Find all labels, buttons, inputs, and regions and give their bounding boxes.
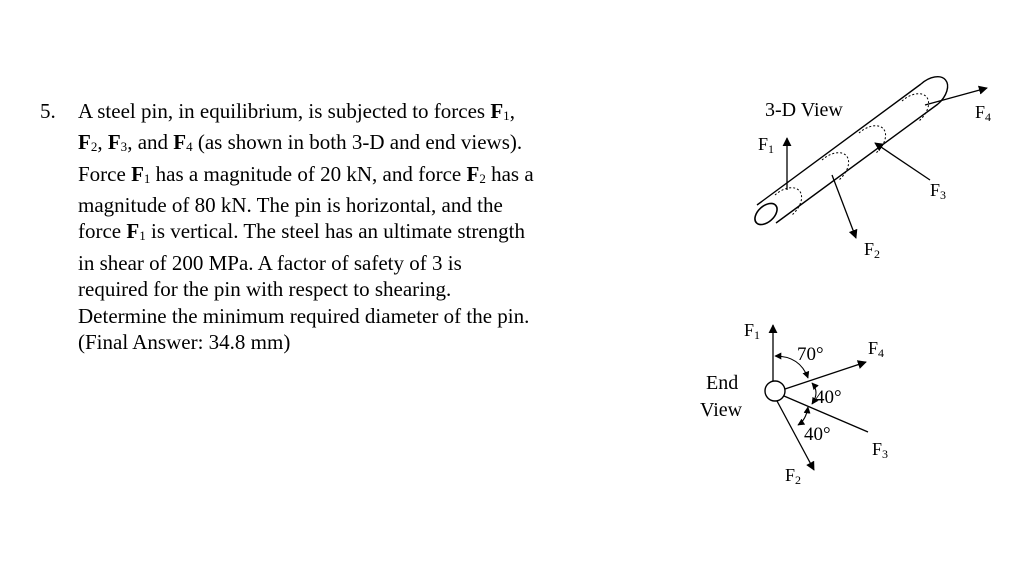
end-view bbox=[700, 320, 888, 487]
angle-arc-40-lower bbox=[798, 407, 808, 425]
pin-end-circle bbox=[765, 381, 785, 401]
f4-label-end: F4 bbox=[868, 338, 885, 360]
problem-line: Force $F_1$ has a magnitude of 20 kN, and force $F_2$ has a bbox=[78, 161, 534, 186]
f2-label-end: F2 bbox=[785, 465, 802, 487]
angle-label-70: 70° bbox=[797, 344, 824, 365]
f2-arrow-3d bbox=[832, 175, 856, 238]
end-view-title-line1: End bbox=[706, 372, 739, 394]
problem-number: 5. bbox=[40, 99, 56, 123]
problem-line: A steel pin, in equilibrium, is subjected to forces $F_1$, bbox=[78, 99, 515, 123]
f3-label-end: F3 bbox=[872, 439, 889, 461]
f1-label-end: F1 bbox=[744, 320, 761, 342]
f1-label-3d: F1 bbox=[758, 134, 775, 156]
f4-arrow-end bbox=[785, 362, 866, 389]
problem-line: in shear of 200 MPa. A factor of safety of 3 is bbox=[78, 250, 462, 275]
f2-label-3d: F2 bbox=[864, 239, 881, 261]
angle-label-40-upper: 40° bbox=[815, 387, 842, 408]
f3-arrow-3d bbox=[875, 143, 930, 180]
problem-line: (Final Answer: 34.8 mm) bbox=[78, 330, 291, 354]
problem-line: $F_2$, $F_3$, and $F_4$ (as shown in both 3-D and end views). bbox=[78, 130, 523, 155]
problem-line: required for the pin with respect to shearing. bbox=[78, 277, 452, 302]
problem-line: magnitude of 80 kN. The pin is horizontal, and the bbox=[78, 193, 503, 218]
three-d-view-title: 3-D View bbox=[765, 99, 843, 121]
three-d-view bbox=[751, 77, 991, 261]
problem-line: force $F_1$ is vertical. The steel has an ultimate strength bbox=[78, 219, 525, 244]
problem-line: Determine the minimum required diameter of the pin. bbox=[78, 303, 530, 328]
f3-label-3d: F3 bbox=[930, 180, 947, 202]
end-view-title-line2: View bbox=[700, 399, 743, 421]
f4-label-3d: F4 bbox=[975, 102, 992, 124]
angle-label-40-lower: 40° bbox=[804, 424, 831, 445]
